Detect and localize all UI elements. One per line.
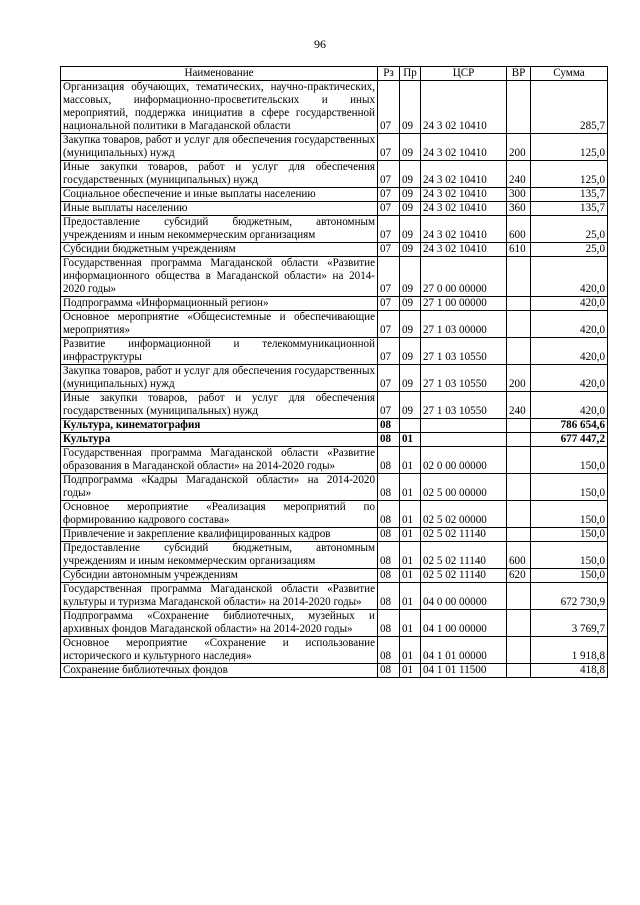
table-row xyxy=(61,297,608,311)
cell-csr: 24 3 02 10410 xyxy=(421,161,507,188)
cell-pr: 09 xyxy=(400,216,421,243)
cell-pr: 01 xyxy=(400,569,421,583)
page-number: 96 xyxy=(314,37,326,51)
cell-name: Развитие информационной и телекоммуникационной инфраструктуры xyxy=(61,338,378,365)
header-name: Наименование xyxy=(61,67,378,81)
cell-rz: 07 xyxy=(378,311,400,338)
cell-amount: 150,0 xyxy=(531,528,608,542)
cell-amount: 677 447,2 xyxy=(531,433,608,447)
cell-pr: 01 xyxy=(400,610,421,637)
cell-vr: 200 xyxy=(507,134,531,161)
cell-rz: 07 xyxy=(378,202,400,216)
cell-amount: 3 769,7 xyxy=(531,610,608,637)
cell-csr: 04 1 01 00000 xyxy=(421,637,507,664)
cell-name: Иные закупки товаров, работ и услуг для обеспечения государственных (муниципальных) нужд xyxy=(61,392,378,419)
cell-pr: 01 xyxy=(400,433,421,447)
cell-vr xyxy=(507,610,531,637)
cell-name: Основное мероприятие «Общесистемные и обеспечивающие мероприятия» xyxy=(61,311,378,338)
cell-rz: 08 xyxy=(378,474,400,501)
table-row xyxy=(61,257,608,297)
cell-vr: 620 xyxy=(507,569,531,583)
cell-pr: 09 xyxy=(400,243,421,257)
cell-name: Закупка товаров, работ и услуг для обеспечения государственных (муниципальных) нужд xyxy=(61,365,378,392)
cell-csr: 02 5 02 11140 xyxy=(421,569,507,583)
cell-vr xyxy=(507,338,531,365)
cell-name: Закупка товаров, работ и услуг для обеспечения государственных (муниципальных) нужд xyxy=(61,134,378,161)
cell-pr: 01 xyxy=(400,637,421,664)
cell-vr: 600 xyxy=(507,216,531,243)
cell-name: Субсидии бюджетным учреждениям xyxy=(61,243,378,257)
cell-csr: 27 1 03 10550 xyxy=(421,392,507,419)
cell-name: Государственная программа Магаданской области «Развитие информационного общества в Магаданской области» на 2014-2020 годы» xyxy=(61,257,378,297)
table-row xyxy=(61,419,608,433)
cell-amount: 786 654,6 xyxy=(531,419,608,433)
table-row xyxy=(61,637,608,664)
cell-pr: 09 xyxy=(400,257,421,297)
cell-csr: 24 3 02 10410 xyxy=(421,202,507,216)
table-row xyxy=(61,311,608,338)
cell-csr: 04 0 00 00000 xyxy=(421,583,507,610)
cell-pr: 09 xyxy=(400,134,421,161)
cell-name: Предоставление субсидий бюджетным, автономным учреждениям и иным некоммерческим организациям xyxy=(61,542,378,569)
header-vr: ВР xyxy=(507,67,531,81)
cell-name: Культура xyxy=(61,433,378,447)
cell-rz: 07 xyxy=(378,392,400,419)
cell-pr: 09 xyxy=(400,392,421,419)
cell-csr: 02 5 02 11140 xyxy=(421,542,507,569)
cell-name: Привлечение и закрепление квалифицированных кадров xyxy=(61,528,378,542)
table-row xyxy=(61,447,608,474)
cell-vr xyxy=(507,664,531,678)
cell-rz: 08 xyxy=(378,419,400,433)
table-row xyxy=(61,664,608,678)
header-amount: Сумма xyxy=(531,67,608,81)
cell-vr: 360 xyxy=(507,202,531,216)
cell-csr: 27 1 03 10550 xyxy=(421,365,507,392)
cell-name: Иные закупки товаров, работ и услуг для обеспечения государственных (муниципальных) нужд xyxy=(61,161,378,188)
cell-vr xyxy=(507,528,531,542)
cell-amount: 25,0 xyxy=(531,216,608,243)
cell-amount: 150,0 xyxy=(531,447,608,474)
cell-rz: 07 xyxy=(378,161,400,188)
cell-csr: 24 3 02 10410 xyxy=(421,243,507,257)
cell-rz: 07 xyxy=(378,338,400,365)
cell-amount: 150,0 xyxy=(531,501,608,528)
table-row xyxy=(61,542,608,569)
cell-amount: 135,7 xyxy=(531,188,608,202)
cell-pr: 09 xyxy=(400,297,421,311)
cell-rz: 07 xyxy=(378,81,400,134)
cell-csr: 04 1 00 00000 xyxy=(421,610,507,637)
cell-rz: 08 xyxy=(378,501,400,528)
cell-vr xyxy=(507,297,531,311)
table-header-row xyxy=(61,67,608,81)
cell-csr: 24 3 02 10410 xyxy=(421,188,507,202)
table-row xyxy=(61,583,608,610)
cell-name: Культура, кинематография xyxy=(61,419,378,433)
cell-amount: 150,0 xyxy=(531,569,608,583)
cell-vr: 240 xyxy=(507,161,531,188)
cell-csr: 27 1 03 10550 xyxy=(421,338,507,365)
cell-csr: 27 1 00 00000 xyxy=(421,297,507,311)
cell-csr: 24 3 02 10410 xyxy=(421,81,507,134)
cell-vr: 610 xyxy=(507,243,531,257)
cell-amount: 135,7 xyxy=(531,202,608,216)
cell-amount: 420,0 xyxy=(531,257,608,297)
cell-pr: 01 xyxy=(400,447,421,474)
cell-csr: 24 3 02 10410 xyxy=(421,216,507,243)
cell-amount: 418,8 xyxy=(531,664,608,678)
cell-name: Подпрограмма «Сохранение библиотечных, музейных и архивных фондов Магаданской области» на 2014-2020 годы» xyxy=(61,610,378,637)
table-row xyxy=(61,161,608,188)
cell-rz: 08 xyxy=(378,610,400,637)
cell-vr xyxy=(507,637,531,664)
cell-name: Подпрограмма «Кадры Магаданской области» на 2014-2020 годы» xyxy=(61,474,378,501)
table-body xyxy=(61,81,608,678)
cell-name: Организация обучающих, тематических, научно-практических, массовых, информационно-просветительских и иных мероприятий, поддержка инициатив в сфере государственной национальной политики в Магаданской области xyxy=(61,81,378,134)
cell-rz: 07 xyxy=(378,216,400,243)
table-row xyxy=(61,610,608,637)
cell-rz: 07 xyxy=(378,243,400,257)
budget-table xyxy=(60,66,608,678)
table-row xyxy=(61,216,608,243)
cell-pr xyxy=(400,419,421,433)
cell-vr xyxy=(507,257,531,297)
table-row xyxy=(61,528,608,542)
cell-vr xyxy=(507,433,531,447)
cell-csr: 02 5 02 11140 xyxy=(421,528,507,542)
cell-rz: 08 xyxy=(378,583,400,610)
table-row xyxy=(61,243,608,257)
table-row xyxy=(61,202,608,216)
table-row xyxy=(61,569,608,583)
cell-amount: 672 730,9 xyxy=(531,583,608,610)
cell-name: Сохранение библиотечных фондов xyxy=(61,664,378,678)
cell-pr: 01 xyxy=(400,542,421,569)
cell-name: Основное мероприятие «Реализация мероприятий по формированию кадрового состава» xyxy=(61,501,378,528)
cell-pr: 01 xyxy=(400,474,421,501)
cell-amount: 125,0 xyxy=(531,134,608,161)
cell-vr: 200 xyxy=(507,365,531,392)
cell-amount: 420,0 xyxy=(531,311,608,338)
cell-rz: 07 xyxy=(378,365,400,392)
cell-rz: 07 xyxy=(378,257,400,297)
cell-amount: 420,0 xyxy=(531,392,608,419)
cell-amount: 150,0 xyxy=(531,542,608,569)
cell-amount: 420,0 xyxy=(531,297,608,311)
cell-rz: 08 xyxy=(378,433,400,447)
cell-rz: 07 xyxy=(378,134,400,161)
cell-amount: 285,7 xyxy=(531,81,608,134)
table-row xyxy=(61,81,608,134)
cell-rz: 08 xyxy=(378,447,400,474)
cell-amount: 25,0 xyxy=(531,243,608,257)
cell-name: Государственная программа Магаданской области «Развитие образования в Магаданской области» на 2014-2020 годы» xyxy=(61,447,378,474)
cell-vr xyxy=(507,583,531,610)
cell-csr: 24 3 02 10410 xyxy=(421,134,507,161)
cell-name: Иные выплаты населению xyxy=(61,202,378,216)
cell-csr xyxy=(421,419,507,433)
cell-name: Подпрограмма «Информационный регион» xyxy=(61,297,378,311)
header-pr: Пр xyxy=(400,67,421,81)
cell-pr: 01 xyxy=(400,528,421,542)
cell-csr: 27 1 03 00000 xyxy=(421,311,507,338)
cell-vr xyxy=(507,501,531,528)
cell-amount: 1 918,8 xyxy=(531,637,608,664)
table-row xyxy=(61,433,608,447)
table-row xyxy=(61,501,608,528)
cell-name: Предоставление субсидий бюджетным, автономным учреждениям и иным некоммерческим организациям xyxy=(61,216,378,243)
cell-vr xyxy=(507,447,531,474)
cell-csr: 02 5 02 00000 xyxy=(421,501,507,528)
table-row xyxy=(61,134,608,161)
cell-rz: 08 xyxy=(378,637,400,664)
table-row xyxy=(61,392,608,419)
cell-csr: 04 1 01 11500 xyxy=(421,664,507,678)
header-csr: ЦСР xyxy=(421,67,507,81)
cell-pr: 01 xyxy=(400,664,421,678)
cell-pr: 09 xyxy=(400,202,421,216)
cell-rz: 08 xyxy=(378,664,400,678)
cell-rz: 08 xyxy=(378,569,400,583)
cell-vr: 600 xyxy=(507,542,531,569)
cell-vr xyxy=(507,311,531,338)
cell-pr: 09 xyxy=(400,188,421,202)
cell-rz: 08 xyxy=(378,542,400,569)
cell-vr: 240 xyxy=(507,392,531,419)
cell-csr: 02 0 00 00000 xyxy=(421,447,507,474)
cell-pr: 09 xyxy=(400,161,421,188)
cell-vr xyxy=(507,419,531,433)
header-rz: Рз xyxy=(378,67,400,81)
cell-csr: 27 0 00 00000 xyxy=(421,257,507,297)
cell-vr xyxy=(507,474,531,501)
cell-pr: 09 xyxy=(400,81,421,134)
cell-pr: 01 xyxy=(400,501,421,528)
table-row xyxy=(61,188,608,202)
cell-pr: 09 xyxy=(400,365,421,392)
cell-name: Социальное обеспечение и иные выплаты населению xyxy=(61,188,378,202)
cell-name: Субсидии автономным учреждениям xyxy=(61,569,378,583)
cell-name: Государственная программа Магаданской области «Развитие культуры и туризма Магаданской области» на 2014-2020 годы» xyxy=(61,583,378,610)
cell-vr: 300 xyxy=(507,188,531,202)
table-row xyxy=(61,338,608,365)
cell-name: Основное мероприятие «Сохранение и использование исторического и культурного наследия» xyxy=(61,637,378,664)
cell-csr: 02 5 00 00000 xyxy=(421,474,507,501)
table-row xyxy=(61,474,608,501)
cell-rz: 07 xyxy=(378,297,400,311)
cell-rz: 07 xyxy=(378,188,400,202)
cell-amount: 420,0 xyxy=(531,338,608,365)
cell-pr: 09 xyxy=(400,338,421,365)
cell-csr xyxy=(421,433,507,447)
cell-amount: 420,0 xyxy=(531,365,608,392)
cell-vr xyxy=(507,81,531,134)
cell-pr: 09 xyxy=(400,311,421,338)
cell-pr: 01 xyxy=(400,583,421,610)
cell-amount: 150,0 xyxy=(531,474,608,501)
table-row xyxy=(61,365,608,392)
cell-rz: 08 xyxy=(378,528,400,542)
cell-amount: 125,0 xyxy=(531,161,608,188)
